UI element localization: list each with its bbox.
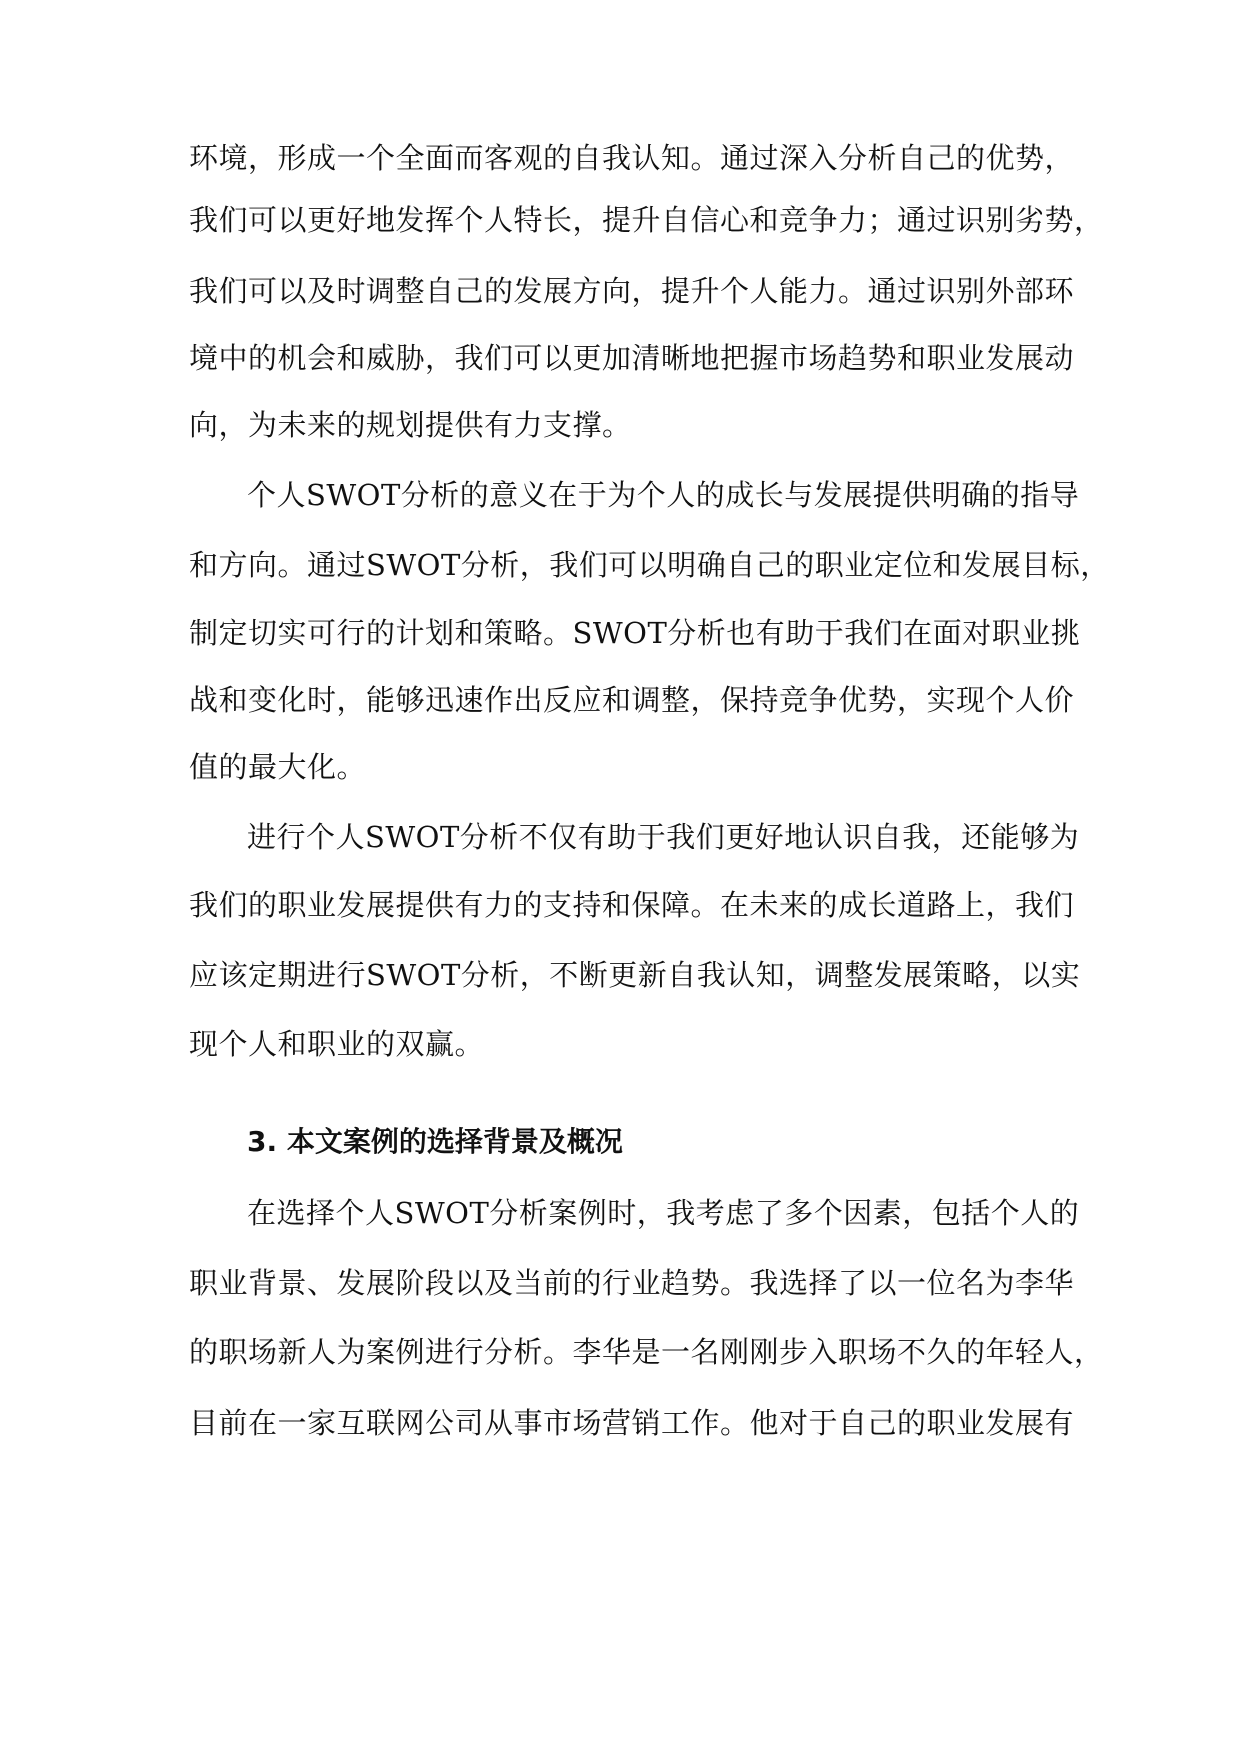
paragraph-2-line-1: 个人SWOT分析的意义在于为个人的成长与发展提供明确的指导 — [247, 478, 1080, 512]
paragraph-2-line-5: 值的最大化。 — [189, 750, 367, 784]
paragraph-3-line-4: 现个人和职业的双赢。 — [189, 1027, 485, 1061]
paragraph-2-line-2: 和方向。通过SWOT分析，我们可以明确自己的职业定位和发展目标， — [189, 548, 1110, 582]
paragraph-1-line-1: 环境，形成一个全面而客观的自我认知。通过深入分析自己的优势， — [189, 141, 1075, 175]
section-heading: 3. 本文案例的选择背景及概况 — [247, 1125, 623, 1158]
paragraph-3-line-1: 进行个人SWOT分析不仅有助于我们更好地认识自我，还能够为 — [247, 820, 1080, 854]
paragraph-3-line-3: 应该定期进行SWOT分析，不断更新自我认知，调整发展策略，以实 — [189, 958, 1081, 992]
paragraph-2-line-3: 制定切实可行的计划和策略。SWOT分析也有助于我们在面对职业挑 — [189, 616, 1081, 650]
section-paragraph-line-4: 目前在一家互联网公司从事市场营销工作。他对于自己的职业发展有 — [189, 1406, 1075, 1440]
paragraph-1-line-5: 向，为未来的规划提供有力支撑。 — [189, 408, 632, 442]
section-paragraph-line-1: 在选择个人SWOT分析案例时，我考虑了多个因素，包括个人的 — [247, 1196, 1080, 1230]
paragraph-1-line-3: 我们可以及时调整自己的发展方向，提升个人能力。通过识别外部环 — [189, 274, 1075, 308]
section-paragraph-line-3: 的职场新人为案例进行分析。李华是一名刚刚步入职场不久的年轻人， — [189, 1335, 1104, 1369]
paragraph-1-line-4: 境中的机会和威胁，我们可以更加清晰地把握市场趋势和职业发展动 — [189, 341, 1075, 375]
paragraph-1-line-2: 我们可以更好地发挥个人特长，提升自信心和竞争力；通过识别劣势， — [189, 203, 1104, 237]
paragraph-3-line-2: 我们的职业发展提供有力的支持和保障。在未来的成长道路上，我们 — [189, 888, 1075, 922]
section-paragraph-line-2: 职业背景、发展阶段以及当前的行业趋势。我选择了以一位名为李华 — [189, 1266, 1075, 1300]
paragraph-2-line-4: 战和变化时，能够迅速作出反应和调整，保持竞争优势，实现个人价 — [189, 683, 1075, 717]
